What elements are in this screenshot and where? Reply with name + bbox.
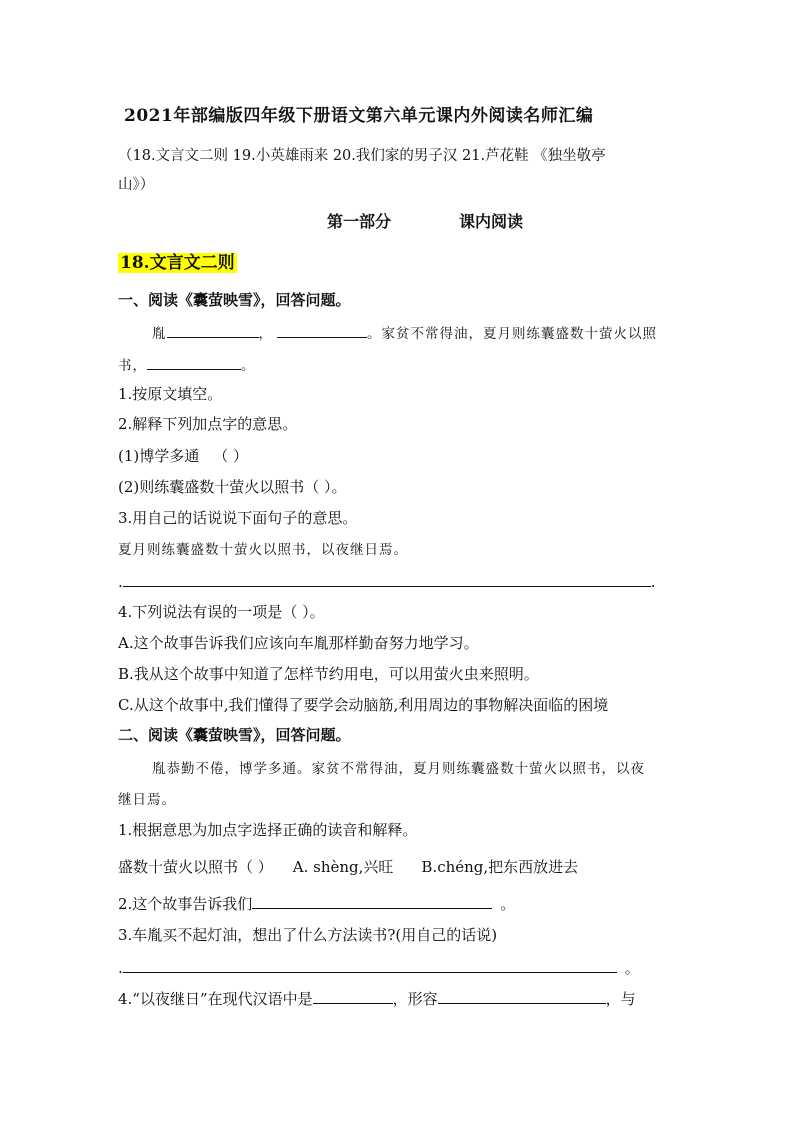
reading1-passage-line-2: [118, 354, 256, 376]
passage-line2-start: 书，: [118, 358, 147, 374]
r2-question-4: [118, 988, 636, 1009]
r1-question-3: 3.用自己的话说说下面句子的意思。: [118, 509, 358, 527]
r2-q1-option-a: A. shèng,兴旺: [292, 858, 394, 876]
r1-question-4: 4.下列说法有误的一项是（ ）。: [118, 603, 325, 621]
r2-q2-answer-blank[interactable]: [252, 893, 492, 909]
document-title: 2021年部编版四年级下册语文第六单元课内外阅读名师汇编: [124, 106, 594, 126]
reading1-passage-line-1: [152, 322, 657, 344]
r2-q4-start: 4.“以夜继日”在现代汉语中是: [118, 990, 313, 1008]
reading1-heading: 一、阅读《囊萤映雪》，回答问题。: [118, 291, 351, 309]
subtitle-line-1: （18.文言文二则 19.小英雄雨来 20.我们家的男子汉 21.芦花鞋 《独坐敬亭: [118, 148, 606, 164]
answer-lead-dot: .: [118, 573, 123, 591]
r2-q3-answer-line: [118, 957, 640, 978]
section-label-text: 18.文言文二则: [120, 253, 235, 273]
r2-question-2: [118, 893, 515, 914]
subtitle-line-2: 山》）: [118, 177, 155, 193]
r1-q4-option-a: A.这个故事告诉我们应该向车胤那样勤奋努力地学习。: [118, 634, 479, 652]
r2-q4-blank-1[interactable]: [313, 988, 393, 1004]
r1-question-2: 2.解释下列加点字的意思。: [118, 415, 298, 433]
r2-q2-text: 2.这个故事告诉我们: [118, 895, 253, 913]
answer-end-dot: .: [650, 573, 656, 591]
part-heading-right: 课内阅读: [459, 212, 524, 231]
r2-q4-mid: ，形容: [392, 990, 438, 1008]
r1-question-1: 1.按原文填空。: [118, 385, 223, 403]
reading2-heading: 二、阅读《囊萤映雪》，回答问题。: [118, 726, 351, 744]
r2-q3-answer-blank[interactable]: [123, 957, 617, 973]
passage-start: 胤: [152, 326, 167, 342]
r2-q4-blank-2[interactable]: [438, 988, 606, 1004]
part-heading-left: 第一部分: [327, 212, 392, 231]
fill-blank-1[interactable]: [167, 322, 259, 338]
r1-question-2-1: [118, 446, 248, 466]
r1-q3-answer-blank[interactable]: [123, 571, 651, 587]
fill-blank-3[interactable]: [147, 354, 241, 370]
section-label: [118, 253, 237, 273]
r1-q4-option-c: C.从这个故事中,我们懂得了要学会动脑筋,利用周边的事物解决面临的困境: [118, 696, 609, 714]
passage-end: 。: [241, 358, 256, 374]
r1-q3-answer-line: [118, 571, 656, 592]
passage-comma: ，: [258, 326, 273, 342]
r2-q3-lead-dot: .: [118, 959, 123, 977]
r2-q2-end: 。: [500, 895, 516, 913]
r1-question-2-2: (2)则练囊盛数十萤火以照书（ ）。: [118, 478, 347, 496]
r2-q3-end: 。: [624, 959, 640, 977]
reading2-passage-line-2: 继日焉。: [118, 792, 176, 808]
r1-q2-1-text: (1)博学多通: [118, 447, 200, 465]
r1-q2-1-answer-paren[interactable]: （ ）: [213, 447, 249, 465]
r1-q3-sentence: 夏月则练囊盛数十萤火以照书，以夜继日焉。: [118, 542, 408, 558]
r2-q4-end: ，与: [605, 990, 636, 1008]
r2-q1-item: 盛数十萤火以照书（ ）: [118, 858, 273, 876]
passage-mid: 。家贫不常得油，夏月则练囊盛数十萤火以照: [367, 326, 657, 342]
reading2-passage-line-1: 胤恭勤不倦，博学多通。家贫不常得油，夏月则练囊盛数十萤火以照书，以夜: [152, 761, 645, 777]
r2-q1-item-line: [118, 857, 578, 877]
fill-blank-2[interactable]: [277, 322, 367, 338]
r2-q1-option-b: B.chéng,把东西放进去: [421, 858, 579, 876]
r2-question-3: 3.车胤买不起灯油，想出了什么方法读书?(用自己的话说): [118, 926, 498, 944]
r2-question-1: 1.根据意思为加点字选择正确的读音和解释。: [118, 821, 418, 839]
r1-q4-option-b: B.我从这个故事中知道了怎样节约用电，可以用萤火虫来照明。: [118, 665, 539, 683]
